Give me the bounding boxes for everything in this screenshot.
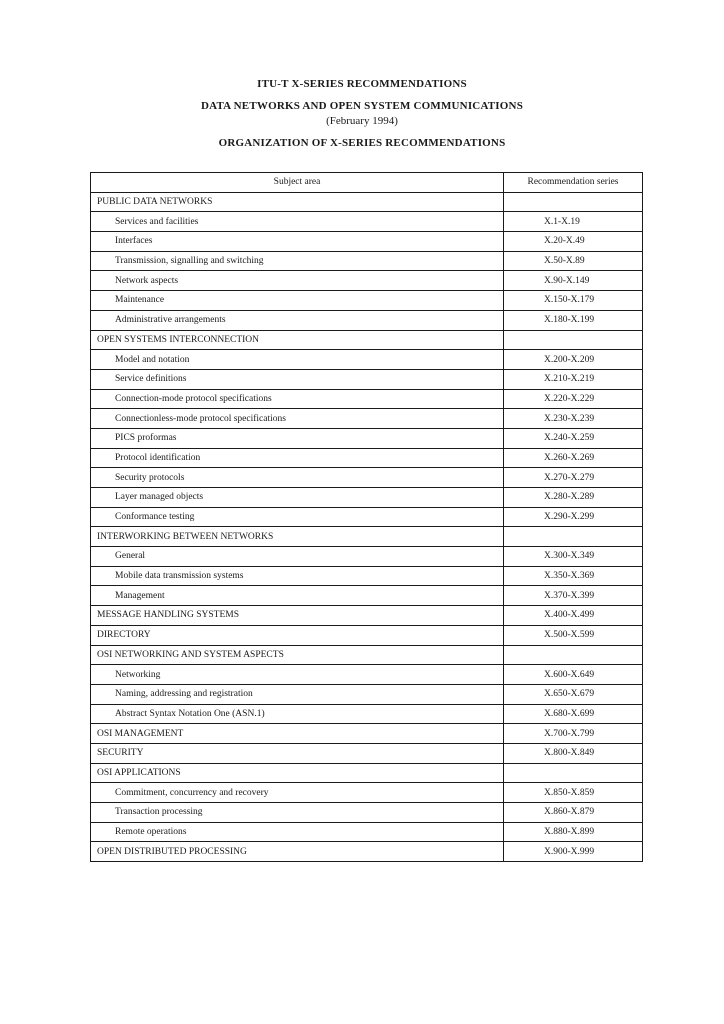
recommendation-series-cell: X.850-X.859 [504,783,643,803]
subject-area-cell: Network aspects [91,271,504,291]
table-section-row [91,645,643,665]
subject-area-cell: Protocol identification [91,448,504,468]
subject-area-cell: Interfaces [91,232,504,252]
recommendation-series-cell: X.20-X.49 [504,232,643,252]
recommendation-series-cell: X.1-X.19 [504,212,643,232]
document-title: ITU-T X-SERIES RECOMMENDATIONS [257,78,467,90]
document-date: (February 1994) [326,115,398,127]
recommendation-series-cell: X.900-X.999 [504,842,643,862]
table-row [91,291,643,311]
subject-area-cell: General [91,547,504,567]
table-section-row [91,842,643,862]
table-row [91,369,643,389]
recommendation-series-cell: X.240-X.259 [504,428,643,448]
recommendation-series-cell: X.880-X.899 [504,822,643,842]
table-section-row [91,192,643,212]
subject-area-cell: Connection-mode protocol specifications [91,389,504,409]
recommendation-series-cell: X.350-X.369 [504,566,643,586]
table-section-row [91,763,643,783]
table-row [91,704,643,724]
table-row [91,586,643,606]
table-section-row [91,527,643,547]
subject-area-cell: Commitment, concurrency and recovery [91,783,504,803]
table-header-row [91,173,643,193]
recommendation-series-cell: X.500-X.599 [504,625,643,645]
column-header-recommendation-series: Recommendation series [504,173,643,193]
table-row [91,547,643,567]
recommendation-series-cell: X.800-X.849 [504,743,643,763]
table-row [91,566,643,586]
table-section-row [91,625,643,645]
table-section-row [91,743,643,763]
subject-area-cell: OSI NETWORKING AND SYSTEM ASPECTS [91,645,504,665]
subject-area-cell: PICS proformas [91,428,504,448]
subject-area-cell: INTERWORKING BETWEEN NETWORKS [91,527,504,547]
recommendation-series-cell [504,763,643,783]
table-section-row [91,330,643,350]
table-row [91,684,643,704]
subject-area-cell: Naming, addressing and registration [91,684,504,704]
subject-area-cell: OPEN SYSTEMS INTERCONNECTION [91,330,504,350]
table-row [91,665,643,685]
table-section-row [91,606,643,626]
table-row [91,448,643,468]
table-row [91,507,643,527]
table-body [91,192,643,861]
subject-area-cell: Administrative arrangements [91,310,504,330]
table-row [91,803,643,823]
subject-area-cell: PUBLIC DATA NETWORKS [91,192,504,212]
table-row [91,389,643,409]
subject-area-cell: Security protocols [91,468,504,488]
subject-area-cell: SECURITY [91,743,504,763]
recommendation-series-cell: X.150-X.179 [504,291,643,311]
subject-area-cell: Service definitions [91,369,504,389]
recommendation-series-cell [504,192,643,212]
recommendation-series-cell: X.220-X.229 [504,389,643,409]
recommendation-series-cell: X.270-X.279 [504,468,643,488]
recommendation-series-cell: X.600-X.649 [504,665,643,685]
table-row [91,310,643,330]
subject-area-cell: OSI MANAGEMENT [91,724,504,744]
subject-area-cell: Model and notation [91,350,504,370]
subject-area-cell: Mobile data transmission systems [91,566,504,586]
recommendation-series-cell [504,645,643,665]
document-subtitle: DATA NETWORKS AND OPEN SYSTEM COMMUNICATIONS [200,100,524,112]
subject-area-cell: Management [91,586,504,606]
subject-area-cell: Layer managed objects [91,488,504,508]
subject-area-cell: Connectionless-mode protocol specifications [91,409,504,429]
recommendation-series-cell: X.90-X.149 [504,271,643,291]
recommendation-series-cell: X.400-X.499 [504,606,643,626]
recommendation-series-cell: X.700-X.799 [504,724,643,744]
subject-area-cell: Conformance testing [91,507,504,527]
table-row [91,271,643,291]
recommendation-series-cell: X.370-X.399 [504,586,643,606]
subject-area-cell: Networking [91,665,504,685]
subject-area-cell: Remote operations [91,822,504,842]
table-row [91,428,643,448]
recommendation-series-cell: X.650-X.679 [504,684,643,704]
subject-area-cell: Maintenance [91,291,504,311]
table-row [91,822,643,842]
table-row [91,350,643,370]
table-row [91,488,643,508]
recommendation-series-cell: X.680-X.699 [504,704,643,724]
subject-area-cell: Transaction processing [91,803,504,823]
subject-area-cell: Services and facilities [91,212,504,232]
subject-area-cell: Abstract Syntax Notation One (ASN.1) [91,704,504,724]
table-row [91,468,643,488]
recommendation-series-cell [504,330,643,350]
subject-area-cell: OSI APPLICATIONS [91,763,504,783]
subject-area-cell: Transmission, signalling and switching [91,251,504,271]
recommendation-series-cell: X.260-X.269 [504,448,643,468]
subject-area-cell: DIRECTORY [91,625,504,645]
table-row [91,212,643,232]
table-title: ORGANIZATION OF X-SERIES RECOMMENDATIONS [218,137,506,149]
recommendation-series-cell [504,527,643,547]
table-row [91,232,643,252]
table-row [91,251,643,271]
table-row [91,409,643,429]
subject-area-cell: OPEN DISTRIBUTED PROCESSING [91,842,504,862]
recommendation-series-cell: X.210-X.219 [504,369,643,389]
recommendation-series-cell: X.290-X.299 [504,507,643,527]
table-row [91,783,643,803]
recommendation-series-cell: X.50-X.89 [504,251,643,271]
table-section-row [91,724,643,744]
subject-area-cell: MESSAGE HANDLING SYSTEMS [91,606,504,626]
recommendation-series-cell: X.300-X.349 [504,547,643,567]
recommendation-series-cell: X.180-X.199 [504,310,643,330]
recommendation-series-cell: X.200-X.209 [504,350,643,370]
recommendations-table [90,172,643,862]
recommendation-series-cell: X.280-X.289 [504,488,643,508]
recommendation-series-cell: X.860-X.879 [504,803,643,823]
recommendation-series-cell: X.230-X.239 [504,409,643,429]
column-header-subject-area: Subject area [91,173,504,193]
